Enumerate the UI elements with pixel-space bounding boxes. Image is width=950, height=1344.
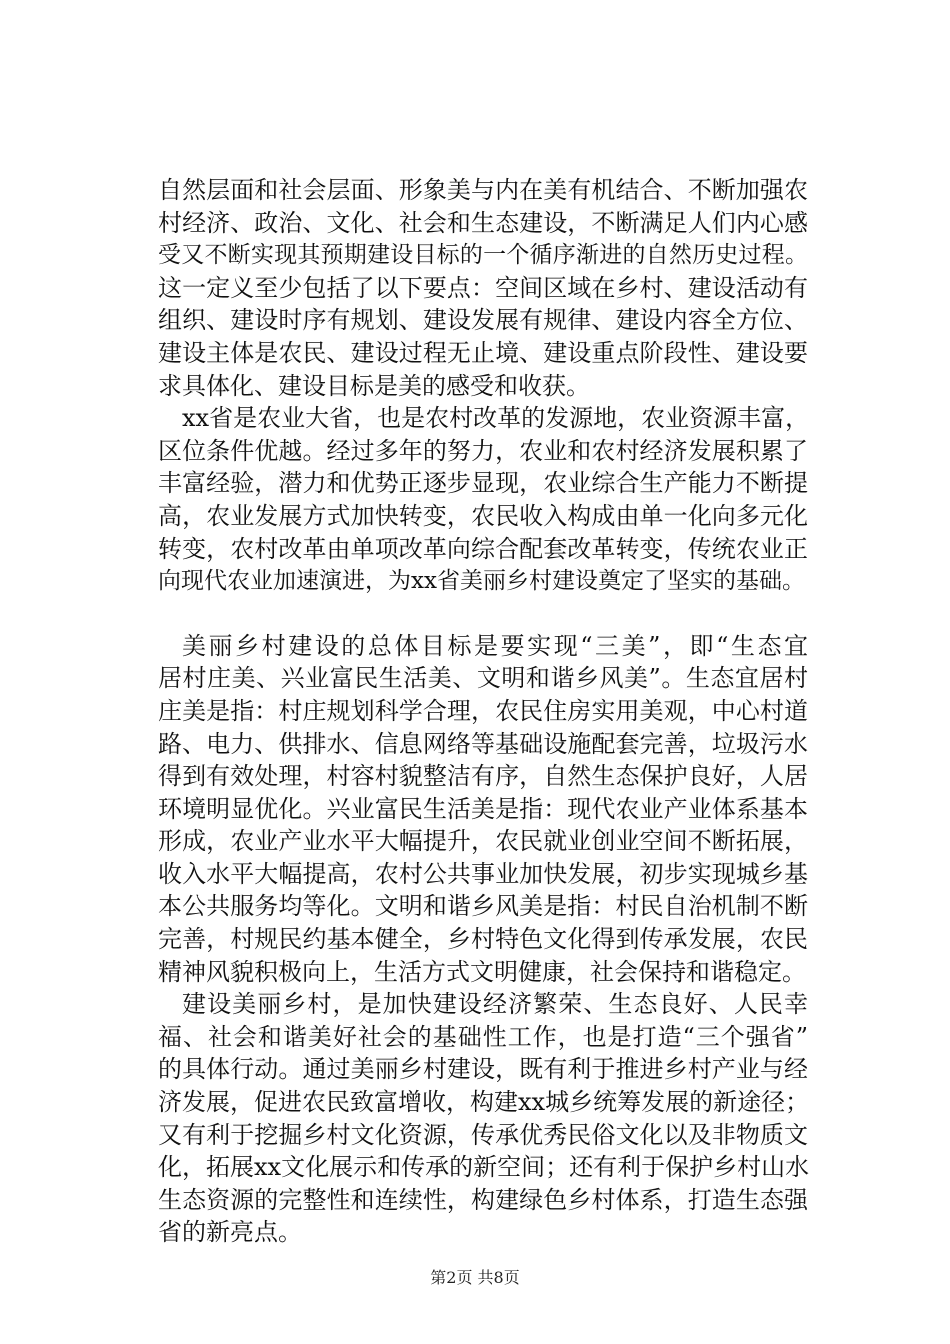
text-line: 生态资源的完整性和连续性，构建绿色乡村体系，打造生态强 <box>158 1185 808 1214</box>
paragraph-spacer <box>158 598 808 630</box>
paragraph-significance <box>158 988 808 1249</box>
text-line: 路、电力、供排水、信息网络等基础设施配套完善，垃圾污水 <box>158 729 808 758</box>
text-line: 完善，村规民约基本健全，乡村特色文化得到传承发展，农民 <box>158 925 808 954</box>
text-line: 美丽乡村建设的总体目标是要实现“三美”，即“生态宜 <box>182 631 808 660</box>
text-line: 省的新亮点。 <box>158 1218 302 1247</box>
text-line: 村经济、政治、文化、社会和生态建设，不断满足人们内心感 <box>158 208 808 237</box>
text-line: 得到有效处理，村容村貌整洁有序，自然生态保护良好，人居 <box>158 762 808 791</box>
text-line: 受又不断实现其预期建设目标的一个循序渐进的自然历史过程。 <box>158 242 808 269</box>
page-number-footer: 第2页 共8页 <box>430 1268 520 1287</box>
paragraph-overall-goal <box>158 630 808 989</box>
text-line: 建设主体是农民、建设过程无止境、建设重点阶段性、建设要 <box>158 338 808 367</box>
document-body <box>158 174 808 1249</box>
text-line: 组织、建设时序有规划、建设发展有规律、建设内容全方位、 <box>158 306 808 335</box>
text-line: 精神风貌积极向上，生活方式文明健康，社会保持和谐稳定。 <box>158 957 806 986</box>
text-line: 收入水平大幅提高，农村公共事业加快发展，初步实现城乡基 <box>158 859 808 888</box>
text-line: 形成，农业产业水平大幅提升，农民就业创业空间不断拓展， <box>158 827 808 856</box>
text-line: 化，拓展xx文化展示和传承的新空间；还有利于保护乡村山水 <box>158 1153 810 1182</box>
text-line: 丰富经验，潜力和优势正逐步显现，农业综合生产能力不断提 <box>158 469 808 498</box>
text-line: 转变，农村改革由单项改革向综合配套改革转变，传统农业正 <box>158 534 808 563</box>
paragraph-definition <box>158 174 808 402</box>
text-line: 区位条件优越。经过多年的努力，农业和农村经济发展积累了 <box>158 436 808 465</box>
text-line: 居村庄美、兴业富民生活美、文明和谐乡风美”。生态宜居村 <box>158 664 808 693</box>
paragraph-province-background <box>158 402 808 598</box>
text-line: 的具体行动。通过美丽乡村建设，既有利于推进乡村产业与经 <box>158 1055 808 1084</box>
text-line: 自然层面和社会层面、形象美与内在美有机结合、不断加强农 <box>158 176 808 204</box>
text-line: 福、社会和谐美好社会的基础性工作，也是打造“三个强省” <box>158 1022 808 1051</box>
text-line: 向现代农业加速演进，为xx省美丽乡村建设奠定了坚实的基础。 <box>158 568 805 595</box>
text-line: 高，农业发展方式加快转变，农民收入构成由单一化向多元化 <box>158 501 808 530</box>
text-line: xx省是农业大省，也是农村改革的发源地，农业资源丰富， <box>182 404 810 433</box>
text-line: 庄美是指：村庄规划科学合理，农民住房实用美观，中心村道 <box>158 696 808 725</box>
text-line: 求具体化、建设目标是美的感受和收获。 <box>158 371 590 400</box>
text-line: 本公共服务均等化。文明和谐乡风美是指：村民自治机制不断 <box>158 892 808 921</box>
text-line: 又有利于挖掘乡村文化资源，传承优秀民俗文化以及非物质文 <box>158 1120 808 1149</box>
text-line: 环境明显优化。兴业富民生活美是指：现代农业产业体系基本 <box>158 794 808 823</box>
text-line: 济发展，促进农民致富增收，构建xx城乡统筹发展的新途径； <box>158 1088 810 1117</box>
text-line: 建设美丽乡村，是加快建设经济繁荣、生态良好、人民幸 <box>182 990 808 1019</box>
text-line: 这一定义至少包括了以下要点：空间区域在乡村、建设活动有 <box>158 273 808 302</box>
